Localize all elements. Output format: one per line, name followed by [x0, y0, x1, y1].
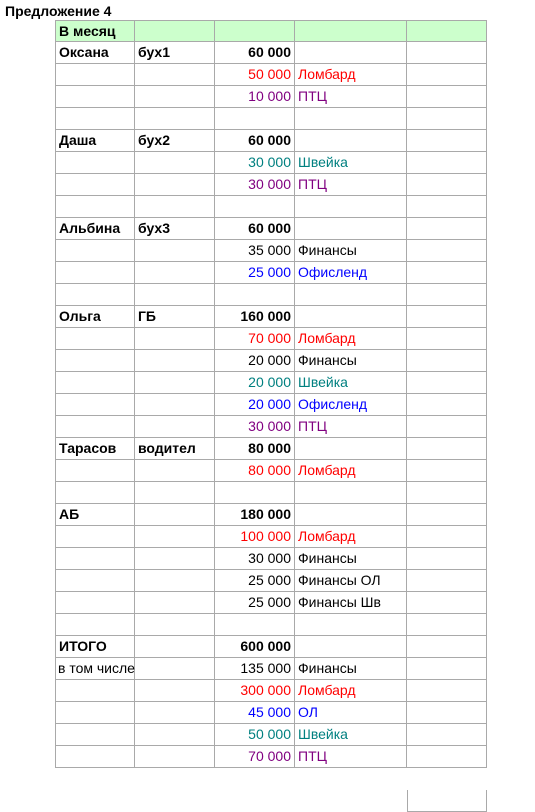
table-row: [0, 306, 535, 328]
role-cell[interactable]: [135, 350, 215, 372]
empty-cell[interactable]: [407, 658, 487, 680]
label-cell[interactable]: Швейка: [295, 372, 407, 394]
table-row: [0, 636, 535, 658]
label-cell[interactable]: Швейка: [295, 152, 407, 174]
amount-cell[interactable]: [215, 284, 295, 306]
role-cell[interactable]: [135, 416, 215, 438]
role-cell[interactable]: [135, 724, 215, 746]
label-cell[interactable]: Офисленд: [295, 394, 407, 416]
label-cell[interactable]: Финансы: [295, 240, 407, 262]
label-cell[interactable]: Финансы ОЛ: [295, 570, 407, 592]
table-row: [0, 526, 535, 548]
name-cell[interactable]: [55, 196, 135, 218]
empty-cell[interactable]: [407, 680, 487, 702]
label-cell[interactable]: Швейка: [295, 724, 407, 746]
name-cell[interactable]: [55, 570, 135, 592]
table-row: [0, 152, 535, 174]
table-row: [0, 86, 535, 108]
label-cell[interactable]: Ломбард: [295, 526, 407, 548]
label-cell[interactable]: Финансы: [295, 548, 407, 570]
table-row: [0, 416, 535, 438]
amount-cell[interactable]: 600 000: [215, 636, 295, 658]
name-cell[interactable]: [55, 262, 135, 284]
role-cell[interactable]: водител: [135, 438, 215, 460]
empty-cell[interactable]: [407, 196, 487, 218]
empty-cell[interactable]: [407, 702, 487, 724]
label-cell[interactable]: ПТЦ: [295, 86, 407, 108]
table-row: [0, 460, 535, 482]
name-cell[interactable]: Даша: [55, 130, 135, 152]
empty-cell[interactable]: [407, 460, 487, 482]
amount-cell[interactable]: 10 000: [215, 86, 295, 108]
role-cell[interactable]: бух2: [135, 130, 215, 152]
name-cell[interactable]: Тарасов: [55, 438, 135, 460]
empty-cell[interactable]: [407, 306, 487, 328]
table-row: [0, 658, 535, 680]
table-row: [0, 218, 535, 240]
amount-cell[interactable]: 20 000: [215, 394, 295, 416]
label-cell[interactable]: Ломбард: [295, 64, 407, 86]
amount-cell[interactable]: 20 000: [215, 372, 295, 394]
role-cell[interactable]: [135, 328, 215, 350]
label-cell[interactable]: [295, 218, 407, 240]
role-cell[interactable]: [135, 262, 215, 284]
amount-cell[interactable]: 60 000: [215, 130, 295, 152]
name-cell[interactable]: [55, 526, 135, 548]
amount-cell[interactable]: 70 000: [215, 328, 295, 350]
label-cell[interactable]: [295, 42, 407, 64]
name-cell[interactable]: [55, 482, 135, 504]
amount-cell[interactable]: 100 000: [215, 526, 295, 548]
label-cell[interactable]: [295, 108, 407, 130]
table-row: [0, 196, 535, 218]
table-row: [0, 262, 535, 284]
table-row: [0, 240, 535, 262]
amount-cell[interactable]: 70 000: [215, 746, 295, 768]
name-cell[interactable]: [55, 680, 135, 702]
amount-cell[interactable]: 20 000: [215, 350, 295, 372]
table-row: [0, 108, 535, 130]
label-cell[interactable]: [295, 504, 407, 526]
name-cell[interactable]: [55, 702, 135, 724]
header-empty-cell[interactable]: [407, 20, 487, 42]
amount-cell[interactable]: 80 000: [215, 460, 295, 482]
label-cell[interactable]: Ломбард: [295, 680, 407, 702]
table-row: [0, 42, 535, 64]
amount-cell[interactable]: 25 000: [215, 262, 295, 284]
header-cell[interactable]: В месяц: [55, 20, 135, 42]
label-cell[interactable]: [295, 636, 407, 658]
label-cell[interactable]: [295, 614, 407, 636]
amount-cell[interactable]: 35 000: [215, 240, 295, 262]
trailing-empty-cell[interactable]: [407, 790, 487, 812]
label-cell[interactable]: Финансы Шв: [295, 592, 407, 614]
empty-cell[interactable]: [407, 86, 487, 108]
role-cell[interactable]: [135, 592, 215, 614]
empty-cell[interactable]: [407, 218, 487, 240]
table-row: [0, 64, 535, 86]
label-cell[interactable]: Финансы: [295, 350, 407, 372]
label-cell[interactable]: Ломбард: [295, 460, 407, 482]
name-cell[interactable]: ИТОГО: [55, 636, 135, 658]
role-cell[interactable]: [135, 460, 215, 482]
name-cell[interactable]: [55, 64, 135, 86]
role-cell[interactable]: [135, 548, 215, 570]
amount-cell[interactable]: 50 000: [215, 724, 295, 746]
role-cell[interactable]: [135, 746, 215, 768]
amount-cell[interactable]: [215, 108, 295, 130]
empty-cell[interactable]: [407, 108, 487, 130]
name-cell[interactable]: [55, 614, 135, 636]
name-cell[interactable]: [55, 416, 135, 438]
amount-cell[interactable]: 30 000: [215, 416, 295, 438]
name-cell[interactable]: Оксана: [55, 42, 135, 64]
table-row: [0, 592, 535, 614]
table-row: [0, 284, 535, 306]
role-cell[interactable]: [135, 196, 215, 218]
amount-cell[interactable]: 300 000: [215, 680, 295, 702]
name-cell[interactable]: [55, 108, 135, 130]
empty-cell[interactable]: [407, 570, 487, 592]
amount-cell[interactable]: 30 000: [215, 152, 295, 174]
header-empty-cell[interactable]: [135, 20, 215, 42]
amount-cell[interactable]: 30 000: [215, 548, 295, 570]
header-empty-cell[interactable]: [215, 20, 295, 42]
name-cell[interactable]: [55, 394, 135, 416]
empty-cell[interactable]: [407, 548, 487, 570]
label-cell[interactable]: ПТЦ: [295, 416, 407, 438]
empty-cell[interactable]: [407, 174, 487, 196]
role-cell[interactable]: ГБ: [135, 306, 215, 328]
table-row: [0, 372, 535, 394]
name-cell[interactable]: [55, 724, 135, 746]
amount-cell[interactable]: [215, 614, 295, 636]
name-cell[interactable]: [55, 592, 135, 614]
empty-cell[interactable]: [407, 262, 487, 284]
amount-cell[interactable]: 30 000: [215, 174, 295, 196]
table-row: [0, 350, 535, 372]
empty-cell[interactable]: [407, 152, 487, 174]
role-cell[interactable]: [135, 526, 215, 548]
empty-cell[interactable]: [407, 394, 487, 416]
amount-cell[interactable]: 60 000: [215, 218, 295, 240]
name-cell[interactable]: [55, 86, 135, 108]
empty-cell[interactable]: [407, 504, 487, 526]
empty-cell[interactable]: [407, 240, 487, 262]
role-cell[interactable]: бух1: [135, 42, 215, 64]
role-cell[interactable]: [135, 482, 215, 504]
empty-cell[interactable]: [407, 284, 487, 306]
name-cell[interactable]: [55, 372, 135, 394]
name-cell[interactable]: [55, 284, 135, 306]
role-cell[interactable]: [135, 240, 215, 262]
amount-cell[interactable]: 135 000: [215, 658, 295, 680]
amount-cell[interactable]: 50 000: [215, 64, 295, 86]
name-cell[interactable]: [55, 746, 135, 768]
label-cell[interactable]: Ломбард: [295, 328, 407, 350]
role-cell[interactable]: [135, 614, 215, 636]
label-cell[interactable]: Офисленд: [295, 262, 407, 284]
label-cell[interactable]: [295, 438, 407, 460]
label-cell[interactable]: [295, 196, 407, 218]
table-row: [0, 746, 535, 768]
label-cell[interactable]: [295, 284, 407, 306]
table-row: [0, 328, 535, 350]
role-cell[interactable]: [135, 86, 215, 108]
amount-cell[interactable]: 160 000: [215, 306, 295, 328]
name-cell[interactable]: АБ: [55, 504, 135, 526]
empty-cell[interactable]: [407, 372, 487, 394]
role-cell[interactable]: бух3: [135, 218, 215, 240]
name-cell[interactable]: [55, 174, 135, 196]
empty-cell[interactable]: [407, 724, 487, 746]
name-cell[interactable]: [55, 152, 135, 174]
amount-cell[interactable]: 25 000: [215, 570, 295, 592]
table-row: [0, 548, 535, 570]
role-cell[interactable]: [135, 504, 215, 526]
empty-cell[interactable]: [407, 482, 487, 504]
role-cell[interactable]: [135, 284, 215, 306]
role-cell[interactable]: [135, 636, 215, 658]
name-cell[interactable]: [55, 328, 135, 350]
label-cell[interactable]: [295, 306, 407, 328]
role-cell[interactable]: [135, 152, 215, 174]
amount-cell[interactable]: 25 000: [215, 592, 295, 614]
label-cell[interactable]: [295, 482, 407, 504]
label-cell[interactable]: ПТЦ: [295, 746, 407, 768]
role-cell[interactable]: [135, 372, 215, 394]
role-cell[interactable]: [135, 64, 215, 86]
table-row: [0, 438, 535, 460]
role-cell[interactable]: [135, 658, 215, 680]
amount-cell[interactable]: [215, 196, 295, 218]
empty-cell[interactable]: [407, 592, 487, 614]
name-cell[interactable]: Ольга: [55, 306, 135, 328]
table-row: [0, 174, 535, 196]
table-row: [0, 504, 535, 526]
name-cell[interactable]: [55, 240, 135, 262]
label-cell[interactable]: ПТЦ: [295, 174, 407, 196]
amount-cell[interactable]: 45 000: [215, 702, 295, 724]
table-row: [0, 482, 535, 504]
role-cell[interactable]: [135, 680, 215, 702]
amount-cell[interactable]: 180 000: [215, 504, 295, 526]
empty-cell[interactable]: [407, 746, 487, 768]
sheet-title[interactable]: Предложение 4: [5, 3, 112, 19]
name-cell[interactable]: [55, 548, 135, 570]
empty-cell[interactable]: [407, 328, 487, 350]
note-text: в том числе: [58, 660, 135, 676]
table-row: [0, 394, 535, 416]
label-cell[interactable]: ОЛ: [295, 702, 407, 724]
header-row: [0, 20, 535, 42]
table-row: [0, 702, 535, 724]
label-cell[interactable]: [295, 130, 407, 152]
empty-cell[interactable]: [407, 416, 487, 438]
empty-cell[interactable]: [407, 64, 487, 86]
table-row: [0, 724, 535, 746]
name-cell[interactable]: [55, 460, 135, 482]
role-cell[interactable]: [135, 702, 215, 724]
empty-cell[interactable]: [407, 350, 487, 372]
header-empty-cell[interactable]: [295, 20, 407, 42]
amount-cell[interactable]: 60 000: [215, 42, 295, 64]
empty-cell[interactable]: [407, 526, 487, 548]
empty-cell[interactable]: [407, 130, 487, 152]
name-cell[interactable]: [55, 350, 135, 372]
role-cell[interactable]: [135, 174, 215, 196]
empty-cell[interactable]: [407, 438, 487, 460]
table-row: [0, 680, 535, 702]
table-row: [0, 614, 535, 636]
empty-cell[interactable]: [407, 42, 487, 64]
amount-cell[interactable]: 80 000: [215, 438, 295, 460]
amount-cell[interactable]: [215, 482, 295, 504]
empty-cell[interactable]: [407, 614, 487, 636]
empty-cell[interactable]: [407, 636, 487, 658]
role-cell[interactable]: [135, 394, 215, 416]
role-cell[interactable]: [135, 570, 215, 592]
name-cell[interactable]: Альбина: [55, 218, 135, 240]
table-row: [0, 130, 535, 152]
role-cell[interactable]: [135, 108, 215, 130]
table-row: [0, 570, 535, 592]
label-cell[interactable]: Финансы: [295, 658, 407, 680]
